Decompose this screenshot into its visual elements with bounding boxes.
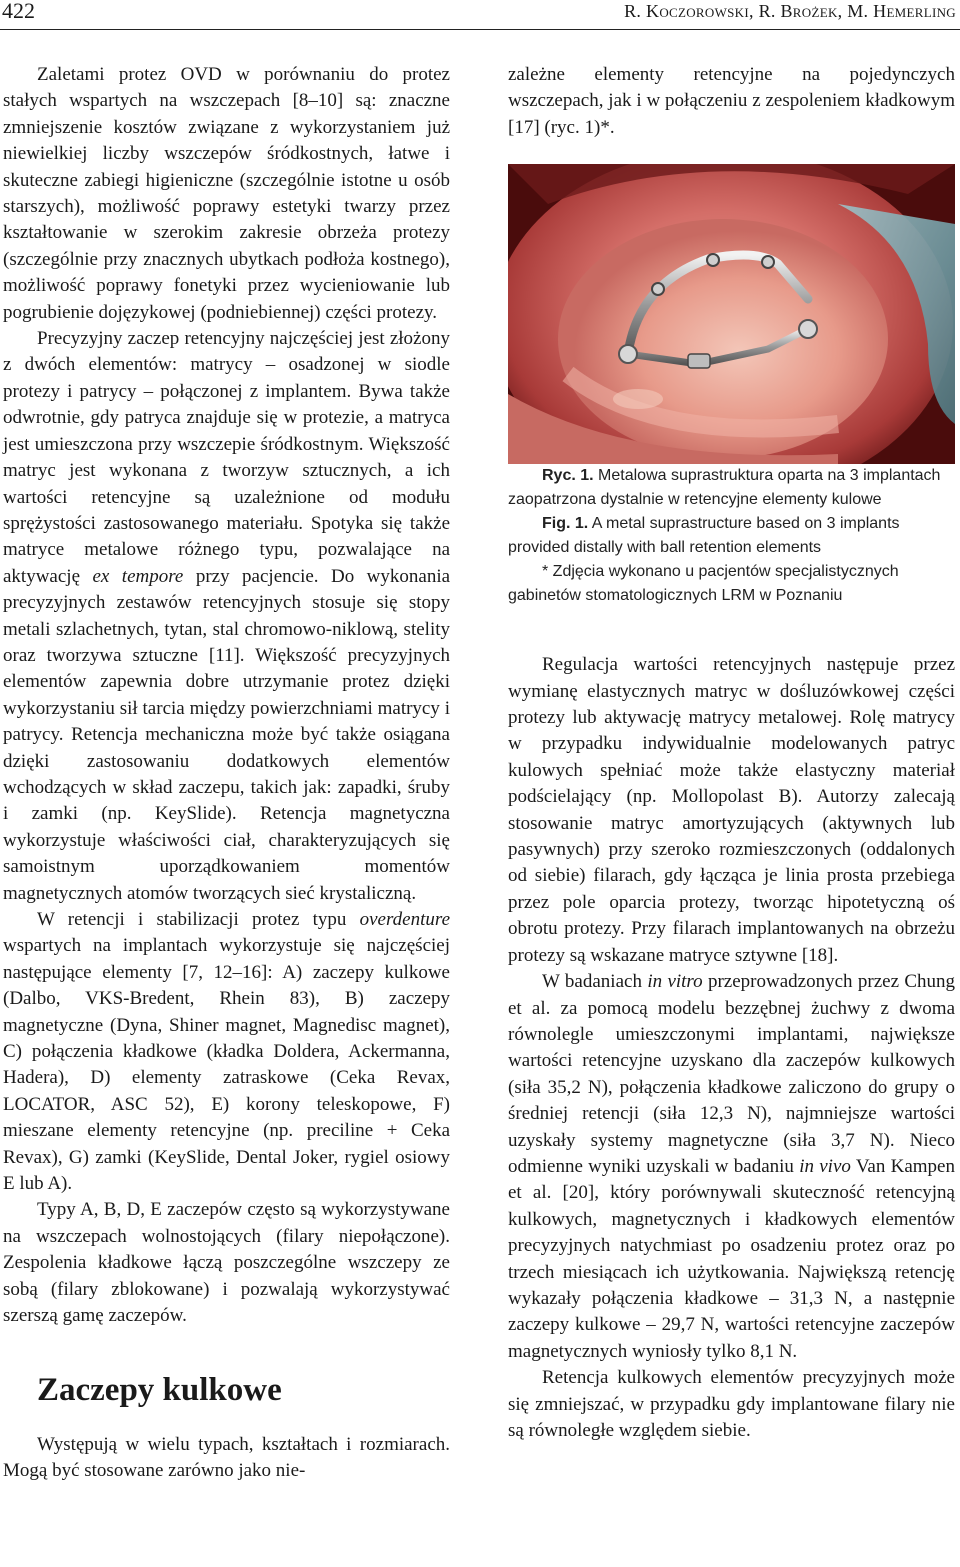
paragraph-retention-elements [3,907,450,1197]
dental-photo [508,164,955,464]
paragraph-continuation: zależne elementy retencyjne na pojedynczych wszczepach, jak i w połączeniu z zespoleniem kładkowym [17] (ryc. 1)*. [508,64,955,138]
text-run: wspartych na implantach wykorzystuje się najczęściej następujące elementy [7, 12–16]: A) zaczepy kulkowe (Dalbo, VKS-Bredent, Rhein 83), B) zaczepy magnetyczne (Dyna, Shiner magnet, Magnedisc magnet), C) połączenia kładkowe (kładka Doldera, Ackermanna, Hadera), D) elementy zatraskowe (Ceka Revax, LOCATOR, ASC 52), E) korony teleskopowe, F) mieszane elementy retencyjne (np. preciline + Ceka Revax), G) zamki (KeySlide, Dental Joker, rygiel osiowy E lub A). [3,935,450,1195]
text-run: Van Kampen et al. [20], który porównywali skuteczność retencyjną kulkowych, magnetycznych i kładkowych elementów precyzyjnych natychmiast po osadzeniu protez oraz po trzech miesiącach ich użytkowania. Największą retencję wykazały połączenia kładkowe – 31,3 N, a następnie zaczepy kulkowe – 29,7 N, wartości retencyjne zaczepów magnetycznych wyniosły tylko 8,1 N. [508,1155,955,1362]
caption-en-text: A metal suprastructure based on 3 implants provided distally with ball retention elements [508,515,900,557]
text-run: Precyzyjny zaczep retencyjny najczęściej jest złożony z dwóch elementów: matrycy – osadzonej w siodle protezy i patrycy – połączonej z implantem. Bywa także odwrotnie, gdy patryca znajduje się w protezie, a matryca jest umieszczona przy wszczepie śródkostnym. Większość matryc jest wykonana z tworzyw sztucznych, a ich wartości retencyjne są uzależnione od modułu sprężystości zastosowanego materiału. Spotyka się także matryce metalowe różnego typu, pozwalające na aktywację [3,328,450,587]
italic-term: overdenture [359,909,450,930]
running-authors: R. Koczorowski, R. Brożek, M. Hemerling [624,1,956,21]
photo-footnote: * Zdjęcia wykonano u pacjentów specjalistycznych gabinetów stomatologicznych LRM w Poznaniu [508,563,899,605]
text-run: W badaniach [542,971,642,993]
page-number: 422 [2,0,35,23]
left-column [3,62,450,1484]
section-heading: Zaczepy kulkowe [37,1371,282,1408]
paragraph-precision-attachment [3,326,450,907]
paragraph-retention-decrease: Retencja kulkowych elementów precyzyjnych może się zmniejszać, w przypadku gdy implantowane filary nie są równoległe względem siebie. [508,1367,955,1441]
paragraph-ovd-advantages: Zaletami protez OVD w porównaniu do protez stałych wspartych na wszczepach [8–10] są: znaczne zmniejszenie kosztów związane z wykorzystaniem już niewielkiej liczby wszczepów śródkostnych, łatwe i skuteczne zabiegi higieniczne (szczególnie istotne u osób starszych), możliwość poprawy estetyki twarzy przez kształtowanie w szerokim zakresie obrzeża protezy (szczególnie przy znacznych ubytkach podłoża kostnego), możliwość poprawy fonetyki przez wycieniowanie lub pogrubienie dojęzykowej (podniebiennej) części protezy. [3,64,450,323]
text-run: W retencji i stabilizacji protez typu [37,909,347,930]
caption-en-label: Fig. 1. [542,515,589,533]
paragraph-ball-attachments: Występują w wielu typach, kształtach i rozmiarach. Mogą być stosowane zarówno jako nie- [3,1433,450,1481]
italic-term: in vitro [647,971,703,993]
paragraph-attachment-types: Typy A, B, D, E zaczepów często są wykorzystywane na wszczepach wolnostojących (filary niepołączone). Zespolenia kładkowe łączą poszczególne wszczepy ze sobą (filary zblokowane) i pozwalają wykorzystywać szerszą gamę zaczepów. [3,1199,450,1327]
figure-photo [508,164,955,464]
running-header [0,0,960,30]
right-column [508,62,955,1444]
right-body [508,652,955,1444]
paragraph-retention-regulation: Regulacja wartości retencyjnych następuje przez wymianę elastycznych matryc w dośluzówkowej części protezy lub aktywację matrycy metalowej. Rolę matrycy w przypadku indywidualnie modelowanych patryc kulowych spełniać może także elastyczny materiał podścielający (np. Mollopolast B). Autorzy zalecają stosowanie matryc amortyzujących (aktywnych lub pasywnych) przy szeroko rozmieszczonych (oddalonych od siebie) filarach, gdy łącząca je linia prosta przebiega przez pole oparcia protezy, tworząc hipotetyczną oś obrotu protezy. Przy filarach implantowanych na obrzeżu protezy są wskazane matryce sztywne [18]. [508,654,955,966]
text-run: przeprowadzonych przez Chung et al. za pomocą modelu bezzębnej żuchwy z dwoma równolegle umieszczonymi implantami, największe wartości retencyjne uzyskano dla zaczepów kulkowych (siła 35,2 N), połączenia kładkowe zaliczono do grupy o średniej retencji (siła 12,3 N), najmniejsze wartości uzyskały systemy magnetyczne (siła 3,7 N). Nieco odmienne wyniki uzyskali w badaniu [508,971,956,1177]
caption-pl-text: Metalowa suprastruktura oparta na 3 implantach zaopatrzona dystalnie w retencyjne elementy kulowe [508,467,941,509]
caption-pl [508,464,955,512]
caption-pl-label: Ryc. 1. [542,467,594,485]
italic-term: in vivo [799,1155,851,1177]
caption-en [508,512,955,560]
header-rule [0,29,960,30]
paragraph-studies [508,969,955,1365]
italic-term: ex tempore [92,565,184,587]
text-run: przy pacjencie. Do wykonania precyzyjnych zestawów retencyjnych stosuje się stopy metali szlachetnych, tytan, stal chromowo-niklową, stelity oraz tworzywa sztuczne [11]. Większość precyzyjnych elementów zapewnia dobre utrzymanie protez dzięki wykorzystaniu sił tarcia między powierzchniami matrycy i patrycy. Retencja mechaniczna może być także osiągana dzięki zastosowaniu dodatkowych elementów wchodzących w skład zaczepu, takich jak: zapadki, śruby i zamki (np. KeySlide). Retencja magnetyczna wykorzystuje właściwości ciał, charakteryzujących się samoistnym uporządkowaniem momentów magnetycznych atomów tworzących sieć krystaliczną. [3,565,451,904]
